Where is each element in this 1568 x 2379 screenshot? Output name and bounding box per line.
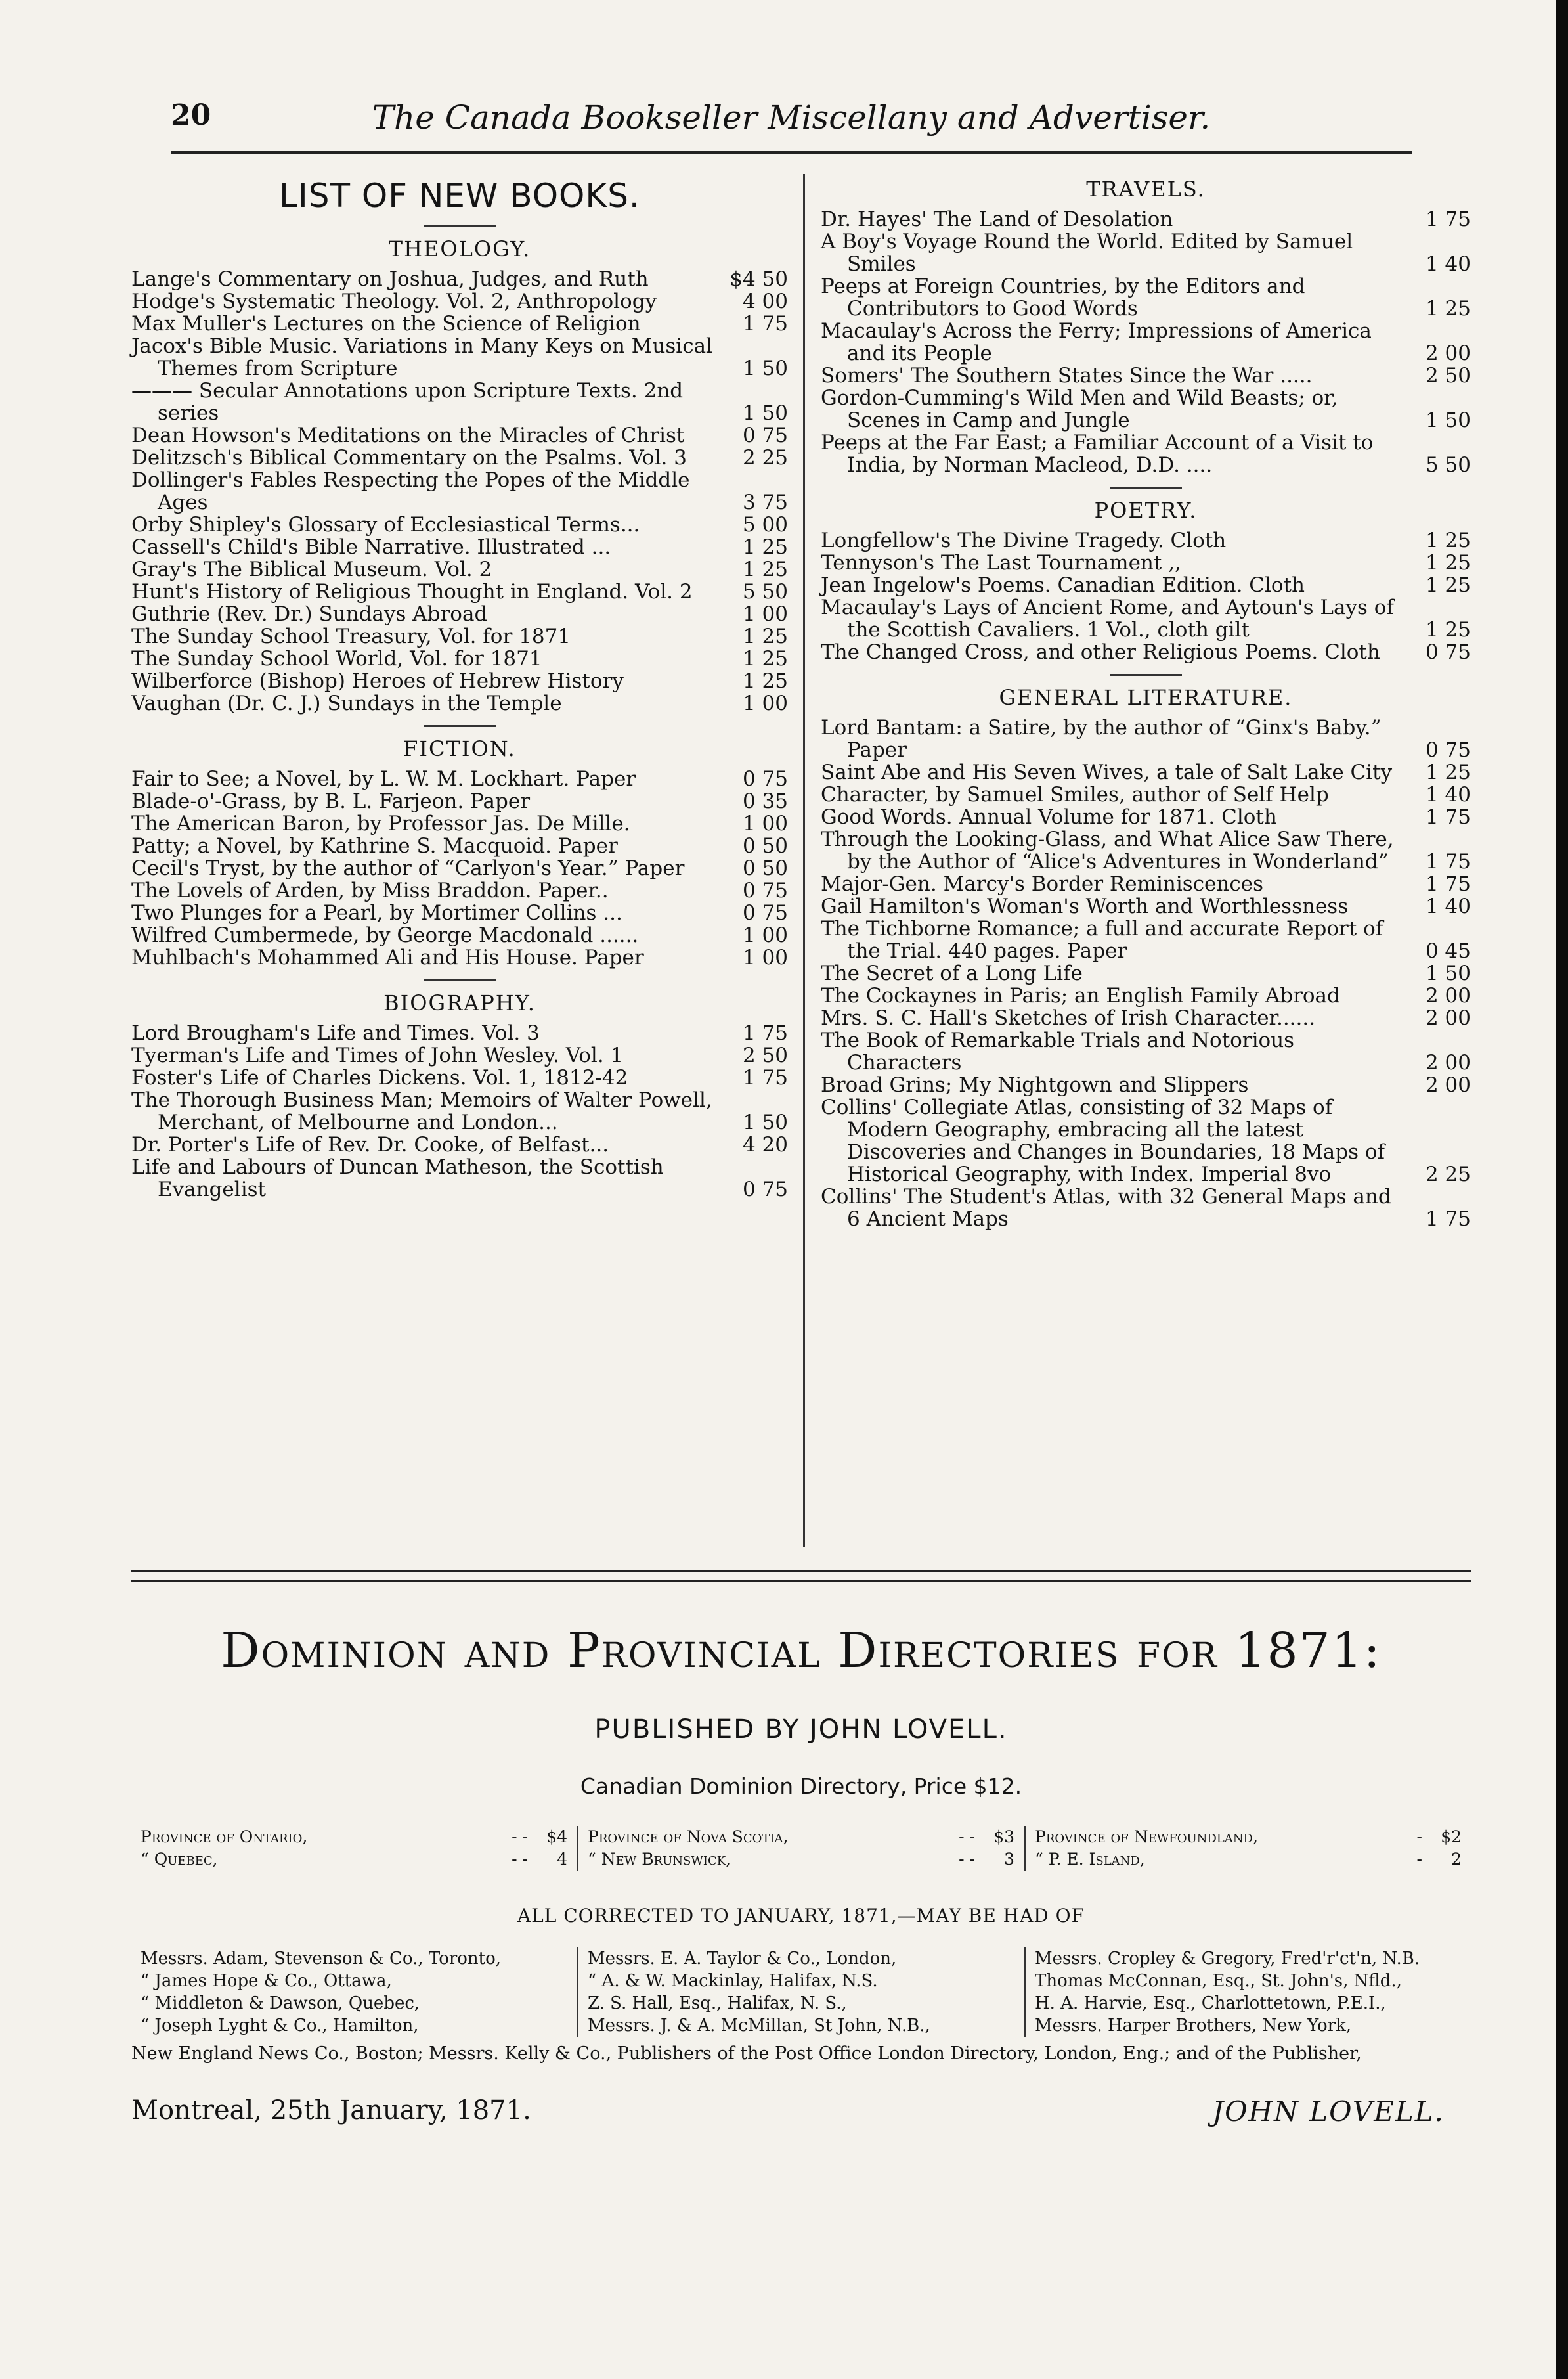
book-title: The American Baron, by Professor Jas. De Mille. bbox=[131, 812, 630, 835]
book-entry bbox=[821, 529, 1471, 552]
book-entry bbox=[131, 648, 788, 670]
book-title: Lord Brougham's Life and Times. Vol. 3 bbox=[131, 1021, 540, 1045]
leader-dashes: - bbox=[1416, 1850, 1422, 1869]
book-price: 4 20 bbox=[742, 1133, 788, 1157]
leader-dashes: - - bbox=[959, 1850, 975, 1869]
book-title: Saint Abe and His Seven Wives, a tale of Salt Lake City bbox=[821, 761, 1393, 784]
book-price: 0 50 bbox=[742, 856, 788, 880]
province-price-line bbox=[141, 1826, 567, 1848]
book-title: The Tichborne Romance; a full and accurate Report of the Trial. 440 pages. Paper bbox=[821, 917, 1383, 963]
book-price: 1 25 bbox=[742, 625, 788, 648]
book-price: 1 75 bbox=[742, 1021, 788, 1045]
book-entry bbox=[131, 902, 788, 924]
province-price: 3 bbox=[1004, 1850, 1014, 1869]
province-name: “ P. E. Island, bbox=[1035, 1850, 1145, 1869]
book-entry bbox=[131, 1134, 788, 1156]
book-entry bbox=[131, 835, 788, 857]
book-entry bbox=[131, 1022, 788, 1044]
agent-entry: Messrs. Cropley & Gregory, Fred'r'ct'n, N.B. bbox=[1035, 1949, 1420, 1968]
book-title: Muhlbach's Mohammed Ali and His House. Paper bbox=[131, 946, 644, 969]
book-price: 5 50 bbox=[742, 580, 788, 604]
agents-list bbox=[131, 1947, 1471, 2037]
province-name: “ Quebec, bbox=[141, 1850, 218, 1869]
book-entry bbox=[821, 784, 1471, 806]
book-entry bbox=[821, 574, 1471, 596]
book-price: 2 50 bbox=[1425, 364, 1471, 388]
book-entry bbox=[821, 1007, 1471, 1029]
book-entry bbox=[131, 692, 788, 715]
agent-column bbox=[131, 1947, 577, 2037]
book-entry bbox=[821, 365, 1471, 387]
book-entry bbox=[131, 558, 788, 581]
book-entry bbox=[821, 275, 1471, 320]
book-price: 0 75 bbox=[742, 879, 788, 902]
book-price: 2 25 bbox=[1425, 1163, 1471, 1186]
book-entry bbox=[821, 828, 1471, 873]
book-title: Major-Gen. Marcy's Border Reminiscences bbox=[821, 872, 1263, 896]
agent-entry: Messrs. E. A. Taylor & Co., London, bbox=[588, 1949, 897, 1968]
book-title: A Boy's Voyage Round the World. Edited by Samuel Smiles bbox=[821, 230, 1353, 276]
directory-price-table bbox=[131, 1826, 1471, 1871]
book-price: 0 75 bbox=[742, 767, 788, 791]
book-title: Wilfred Cumbermede, by George Macdonald ...... bbox=[131, 923, 639, 947]
book-entry bbox=[131, 603, 788, 625]
book-entry bbox=[131, 581, 788, 603]
province-price-line bbox=[141, 1848, 567, 1871]
leader-dashes: - - bbox=[512, 1827, 528, 1846]
book-entry bbox=[821, 873, 1471, 895]
book-price: 1 25 bbox=[1425, 573, 1471, 597]
book-title: Patty; a Novel, by Kathrine S. Macquoid. Paper bbox=[131, 834, 618, 858]
book-title: Foster's Life of Charles Dickens. Vol. 1, 1812-42 bbox=[131, 1066, 628, 1090]
book-title: The Cockaynes in Paris; an English Family Abroad bbox=[821, 984, 1340, 1008]
book-price: 0 75 bbox=[1425, 640, 1471, 664]
province-price: $2 bbox=[1441, 1827, 1462, 1846]
book-price: 0 35 bbox=[742, 789, 788, 813]
book-entry bbox=[131, 290, 788, 313]
book-entry bbox=[821, 895, 1471, 918]
book-title: Gail Hamilton's Woman's Worth and Worthlessness bbox=[821, 895, 1349, 918]
agent-entry: “ James Hope & Co., Ottawa, bbox=[141, 1971, 392, 1991]
book-entry bbox=[131, 670, 788, 692]
book-entry bbox=[131, 857, 788, 879]
book-price: 3 75 bbox=[742, 491, 788, 514]
agent-entry: Messrs. J. & A. McMillan, St John, N.B., bbox=[588, 2016, 930, 2035]
book-entry bbox=[821, 985, 1471, 1007]
book-price: 2 50 bbox=[742, 1044, 788, 1067]
page-number: 20 bbox=[171, 99, 211, 132]
book-entry bbox=[131, 1089, 788, 1134]
section-heading: FICTION. bbox=[403, 736, 516, 761]
book-title: Cassell's Child's Bible Narrative. Illustrated ... bbox=[131, 535, 611, 559]
book-price: 1 75 bbox=[742, 312, 788, 336]
section-heading: TRAVELS. bbox=[1086, 177, 1206, 202]
book-entry bbox=[821, 1096, 1471, 1186]
book-entry bbox=[131, 424, 788, 447]
book-title: Tennyson's The Last Tournament ,, bbox=[821, 551, 1181, 575]
book-title: The Lovels of Arden, by Miss Braddon. Paper.. bbox=[131, 879, 609, 902]
agent-entry: “ Middleton & Dawson, Quebec, bbox=[141, 1993, 420, 2013]
running-head bbox=[171, 99, 1412, 154]
book-price: 2 00 bbox=[1425, 342, 1471, 365]
book-price: 1 50 bbox=[742, 357, 788, 380]
book-price: 1 75 bbox=[1425, 850, 1471, 874]
book-entry bbox=[821, 552, 1471, 574]
book-title: The Changed Cross, and other Religious Poems. Cloth bbox=[821, 640, 1380, 664]
book-price: 5 50 bbox=[1425, 453, 1471, 477]
book-entry bbox=[131, 812, 788, 835]
page-edge-shadow bbox=[1556, 0, 1568, 2379]
book-entry bbox=[131, 536, 788, 558]
book-price: 1 75 bbox=[1425, 1207, 1471, 1231]
book-price: 1 25 bbox=[742, 647, 788, 671]
book-price: 0 50 bbox=[742, 834, 788, 858]
book-price: 1 50 bbox=[1425, 409, 1471, 432]
book-title: Life and Labours of Duncan Matheson, the Scottish Evangelist bbox=[131, 1155, 664, 1201]
book-entry bbox=[821, 320, 1471, 365]
province-price: 2 bbox=[1451, 1850, 1462, 1869]
book-title: Dr. Porter's Life of Rev. Dr. Cooke, of Belfast... bbox=[131, 1133, 609, 1157]
double-rule bbox=[131, 1570, 1471, 1582]
book-title: Orby Shipley's Glossary of Ecclesiastical Terms... bbox=[131, 513, 640, 537]
book-title: The Sunday School Treasury, Vol. for 1871 bbox=[131, 625, 571, 648]
book-entry bbox=[821, 231, 1471, 275]
province-price: $3 bbox=[993, 1827, 1014, 1846]
column-divider bbox=[803, 174, 805, 1547]
book-title: Peeps at Foreign Countries, by the Editors and Contributors to Good Words bbox=[821, 275, 1305, 321]
dateline: Montreal, 25th January, 1871. bbox=[131, 2095, 531, 2125]
book-entry bbox=[821, 1074, 1471, 1096]
book-price: 1 75 bbox=[1425, 805, 1471, 829]
section-rule bbox=[424, 979, 496, 981]
list-title: LIST OF NEW BOOKS. bbox=[279, 177, 640, 215]
province-price-column bbox=[577, 1826, 1024, 1871]
book-title: Two Plunges for a Pearl, by Mortimer Collins ... bbox=[131, 901, 622, 925]
book-entry bbox=[131, 879, 788, 902]
book-title: Cecil's Tryst, by the author of “Carlyon's Year.” Paper bbox=[131, 856, 685, 880]
canadian-directory-price: Canadian Dominion Directory, Price $12. bbox=[580, 1773, 1022, 1799]
book-title: Mrs. S. C. Hall's Sketches of Irish Character...... bbox=[821, 1006, 1316, 1030]
agents-footer: New England News Co., Boston; Messrs. Kelly & Co., Publishers of the Post Office London Directory, London, Eng.; and of the Publisher, bbox=[131, 2043, 1362, 2064]
agent-entry: “ Joseph Lyght & Co., Hamilton, bbox=[141, 2016, 419, 2035]
journal-title: The Canada Bookseller Miscellany and Advertiser. bbox=[372, 99, 1211, 137]
book-price: 1 25 bbox=[742, 535, 788, 559]
book-title: Broad Grins; My Nightgown and Slippers bbox=[821, 1073, 1249, 1097]
book-title: Delitzsch's Biblical Commentary on the Psalms. Vol. 3 bbox=[131, 446, 687, 470]
book-title: Dr. Hayes' The Land of Desolation bbox=[821, 208, 1173, 231]
book-title: Collins' The Student's Atlas, with 32 General Maps and 6 Ancient Maps bbox=[821, 1185, 1391, 1231]
province-price-column bbox=[1024, 1826, 1471, 1871]
section-rule bbox=[1110, 674, 1182, 676]
agent-entry: H. A. Harvie, Esq., Charlottetown, P.E.I., bbox=[1035, 1993, 1386, 2013]
book-title: Tyerman's Life and Times of John Wesley. Vol. 1 bbox=[131, 1044, 624, 1067]
book-price: 1 00 bbox=[742, 946, 788, 969]
book-title: Gordon-Cumming's Wild Men and Wild Beasts; or, Scenes in Camp and Jungle bbox=[821, 386, 1338, 432]
book-title: The Secret of a Long Life bbox=[821, 962, 1083, 985]
book-price: 1 25 bbox=[1425, 618, 1471, 642]
book-price: 1 40 bbox=[1425, 895, 1471, 918]
book-price: 1 40 bbox=[1425, 783, 1471, 807]
book-entry bbox=[131, 1044, 788, 1067]
book-title: Dollinger's Fables Respecting the Popes of the Middle Ages bbox=[131, 468, 690, 514]
book-entry bbox=[821, 761, 1471, 784]
book-entry bbox=[131, 946, 788, 969]
book-price: $4 50 bbox=[730, 267, 788, 291]
book-entry bbox=[131, 514, 788, 536]
book-title: Guthrie (Rev. Dr.) Sundays Abroad bbox=[131, 602, 488, 626]
sign-off bbox=[131, 2095, 1471, 2135]
book-title: Through the Looking-Glass, and What Alice Saw There, by the Author of “Alice's Adventures in Wonderland” bbox=[821, 828, 1394, 874]
book-title: Fair to See; a Novel, by L. W. M. Lockhart. Paper bbox=[131, 767, 636, 791]
book-title: ——— Secular Annotations upon Scripture Texts. 2nd series bbox=[131, 379, 684, 425]
section-heading: BIOGRAPHY. bbox=[383, 990, 536, 1015]
book-entry bbox=[131, 1067, 788, 1089]
book-title: Character, by Samuel Smiles, author of Self Help bbox=[821, 783, 1329, 807]
signature: JOHN LOVELL. bbox=[1212, 2095, 1445, 2127]
book-price: 1 25 bbox=[742, 669, 788, 693]
book-price: 1 25 bbox=[1425, 529, 1471, 552]
book-entry bbox=[821, 717, 1471, 761]
section-heading: POETRY. bbox=[1094, 498, 1198, 523]
book-entry bbox=[821, 918, 1471, 962]
left-column bbox=[131, 174, 788, 1201]
book-price: 1 25 bbox=[1425, 551, 1471, 575]
book-title: Longfellow's The Divine Tragedy. Cloth bbox=[821, 529, 1227, 552]
book-price: 1 50 bbox=[742, 401, 788, 425]
corrected-notice: ALL CORRECTED TO JANUARY, 1871,—MAY BE HAD OF bbox=[517, 1905, 1085, 1926]
book-entry bbox=[821, 387, 1471, 432]
book-entry bbox=[131, 768, 788, 790]
book-entry bbox=[131, 625, 788, 648]
book-price: 1 00 bbox=[742, 812, 788, 835]
agent-entry: Thomas McConnan, Esq., St. John's, Nfld., bbox=[1035, 1971, 1402, 1991]
book-title: Wilberforce (Bishop) Heroes of Hebrew History bbox=[131, 669, 624, 693]
province-price-line bbox=[588, 1848, 1014, 1871]
book-title: Somers' The Southern States Since the War ..... bbox=[821, 364, 1313, 388]
book-title: Blade-o'-Grass, by B. L. Farjeon. Paper bbox=[131, 789, 531, 813]
book-entry bbox=[131, 335, 788, 380]
book-entry bbox=[131, 380, 788, 424]
book-price: 1 25 bbox=[1425, 297, 1471, 321]
section-rule bbox=[1110, 487, 1182, 489]
province-price-line bbox=[1035, 1826, 1462, 1848]
province-price: $4 bbox=[546, 1827, 567, 1846]
book-title: The Sunday School World, Vol. for 1871 bbox=[131, 647, 542, 671]
province-price-line bbox=[588, 1826, 1014, 1848]
book-entry bbox=[821, 432, 1471, 476]
agent-column bbox=[1024, 1947, 1471, 2037]
book-title: Max Muller's Lectures on the Science of Religion bbox=[131, 312, 641, 336]
book-price: 1 00 bbox=[742, 602, 788, 626]
book-title: Macaulay's Lays of Ancient Rome, and Aytoun's Lays of the Scottish Cavaliers. 1 Vol., cloth gilt bbox=[821, 596, 1394, 642]
book-entry bbox=[131, 447, 788, 469]
section-heading: GENERAL LITERATURE. bbox=[999, 685, 1293, 710]
book-title: Lange's Commentary on Joshua, Judges, and Ruth bbox=[131, 267, 649, 291]
book-entry bbox=[821, 1029, 1471, 1074]
province-price-column bbox=[131, 1826, 577, 1871]
book-entry bbox=[131, 268, 788, 290]
agent-column bbox=[577, 1947, 1024, 2037]
agent-entry: Messrs. Harper Brothers, New York, bbox=[1035, 2016, 1352, 2035]
province-name: Province of Newfoundland, bbox=[1035, 1827, 1258, 1846]
book-title: Peeps at the Far East; a Familiar Account of a Visit to India, by Norman Macleod, D.D. .... bbox=[821, 431, 1374, 477]
book-title: Gray's The Biblical Museum. Vol. 2 bbox=[131, 558, 492, 581]
province-name: “ New Brunswick, bbox=[588, 1850, 731, 1869]
advertisement-publisher: PUBLISHED BY JOHN LOVELL. bbox=[594, 1714, 1008, 1745]
book-price: 0 75 bbox=[1425, 738, 1471, 762]
book-price: 4 00 bbox=[742, 290, 788, 313]
book-entry bbox=[821, 596, 1471, 641]
book-price: 1 00 bbox=[742, 692, 788, 715]
book-title: Jacox's Bible Music. Variations in Many Keys on Musical Themes from Scripture bbox=[131, 334, 712, 380]
book-price: 0 45 bbox=[1425, 939, 1471, 963]
book-price: 1 75 bbox=[1425, 208, 1471, 231]
book-entry bbox=[821, 208, 1471, 231]
book-price: 1 75 bbox=[742, 1066, 788, 1090]
section-rule bbox=[424, 725, 496, 727]
book-title: Dean Howson's Meditations on the Miracles of Christ bbox=[131, 424, 685, 447]
book-price: 5 00 bbox=[742, 513, 788, 537]
book-price: 0 75 bbox=[742, 424, 788, 447]
book-price: 0 75 bbox=[742, 901, 788, 925]
province-price-line bbox=[1035, 1848, 1462, 1871]
province-price: 4 bbox=[557, 1850, 567, 1869]
book-title: Hunt's History of Religious Thought in England. Vol. 2 bbox=[131, 580, 693, 604]
book-price: 1 40 bbox=[1425, 252, 1471, 276]
book-entry bbox=[131, 924, 788, 946]
book-price: 1 00 bbox=[742, 923, 788, 947]
book-price: 2 00 bbox=[1425, 1006, 1471, 1030]
book-entry bbox=[821, 1186, 1471, 1230]
advertisement-title: Dominion and Provincial Directories for 1871: bbox=[221, 1622, 1382, 1679]
agent-entry: Messrs. Adam, Stevenson & Co., Toronto, bbox=[141, 1949, 502, 1968]
section-heading: THEOLOGY. bbox=[388, 236, 531, 261]
book-title: Lord Bantam: a Satire, by the author of “Ginx's Baby.” Paper bbox=[821, 716, 1382, 762]
book-price: 1 50 bbox=[1425, 962, 1471, 985]
book-entry bbox=[131, 313, 788, 335]
agent-entry: “ A. & W. Mackinlay, Halifax, N.S. bbox=[588, 1971, 878, 1991]
book-title: Collins' Collegiate Atlas, consisting of 32 Maps of Modern Geography, embracing all the latest Discoveries and Changes in Boundaries, 18 Maps of Historical Geography, with Index. Imperial 8vo bbox=[821, 1096, 1385, 1186]
book-title: Hodge's Systematic Theology. Vol. 2, Anthropology bbox=[131, 290, 657, 313]
province-name: Province of Nova Scotia, bbox=[588, 1827, 789, 1846]
leader-dashes: - - bbox=[512, 1850, 528, 1869]
book-title: Macaulay's Across the Ferry; Impressions of America and its People bbox=[821, 319, 1372, 365]
right-column bbox=[821, 174, 1471, 1230]
agent-entry: Z. S. Hall, Esq., Halifax, N. S., bbox=[588, 1993, 847, 2013]
book-entry bbox=[131, 1156, 788, 1201]
book-price: 1 75 bbox=[1425, 872, 1471, 896]
book-entry bbox=[131, 790, 788, 812]
book-entry bbox=[821, 806, 1471, 828]
leader-dashes: - - bbox=[959, 1827, 975, 1846]
book-title: Vaughan (Dr. C. J.) Sundays in the Temple bbox=[131, 692, 562, 715]
book-price: 2 00 bbox=[1425, 1073, 1471, 1097]
book-price: 1 25 bbox=[742, 558, 788, 581]
book-title: Jean Ingelow's Poems. Canadian Edition. Cloth bbox=[821, 573, 1305, 597]
book-title: The Thorough Business Man; Memoirs of Walter Powell, Merchant, of Melbourne and London... bbox=[131, 1088, 712, 1134]
book-price: 0 75 bbox=[742, 1178, 788, 1201]
leader-dashes: - bbox=[1416, 1827, 1422, 1846]
section-rule bbox=[424, 225, 496, 227]
book-entry bbox=[821, 641, 1471, 663]
book-price: 2 00 bbox=[1425, 984, 1471, 1008]
province-name: Province of Ontario, bbox=[141, 1827, 308, 1846]
book-price: 1 25 bbox=[1425, 761, 1471, 784]
book-price: 2 25 bbox=[742, 446, 788, 470]
book-price: 1 50 bbox=[742, 1111, 788, 1134]
book-entry bbox=[131, 469, 788, 514]
book-entry bbox=[821, 962, 1471, 985]
book-price: 2 00 bbox=[1425, 1051, 1471, 1075]
book-title: Good Words. Annual Volume for 1871. Cloth bbox=[821, 805, 1277, 829]
book-title: The Book of Remarkable Trials and Notorious Characters bbox=[821, 1029, 1295, 1075]
